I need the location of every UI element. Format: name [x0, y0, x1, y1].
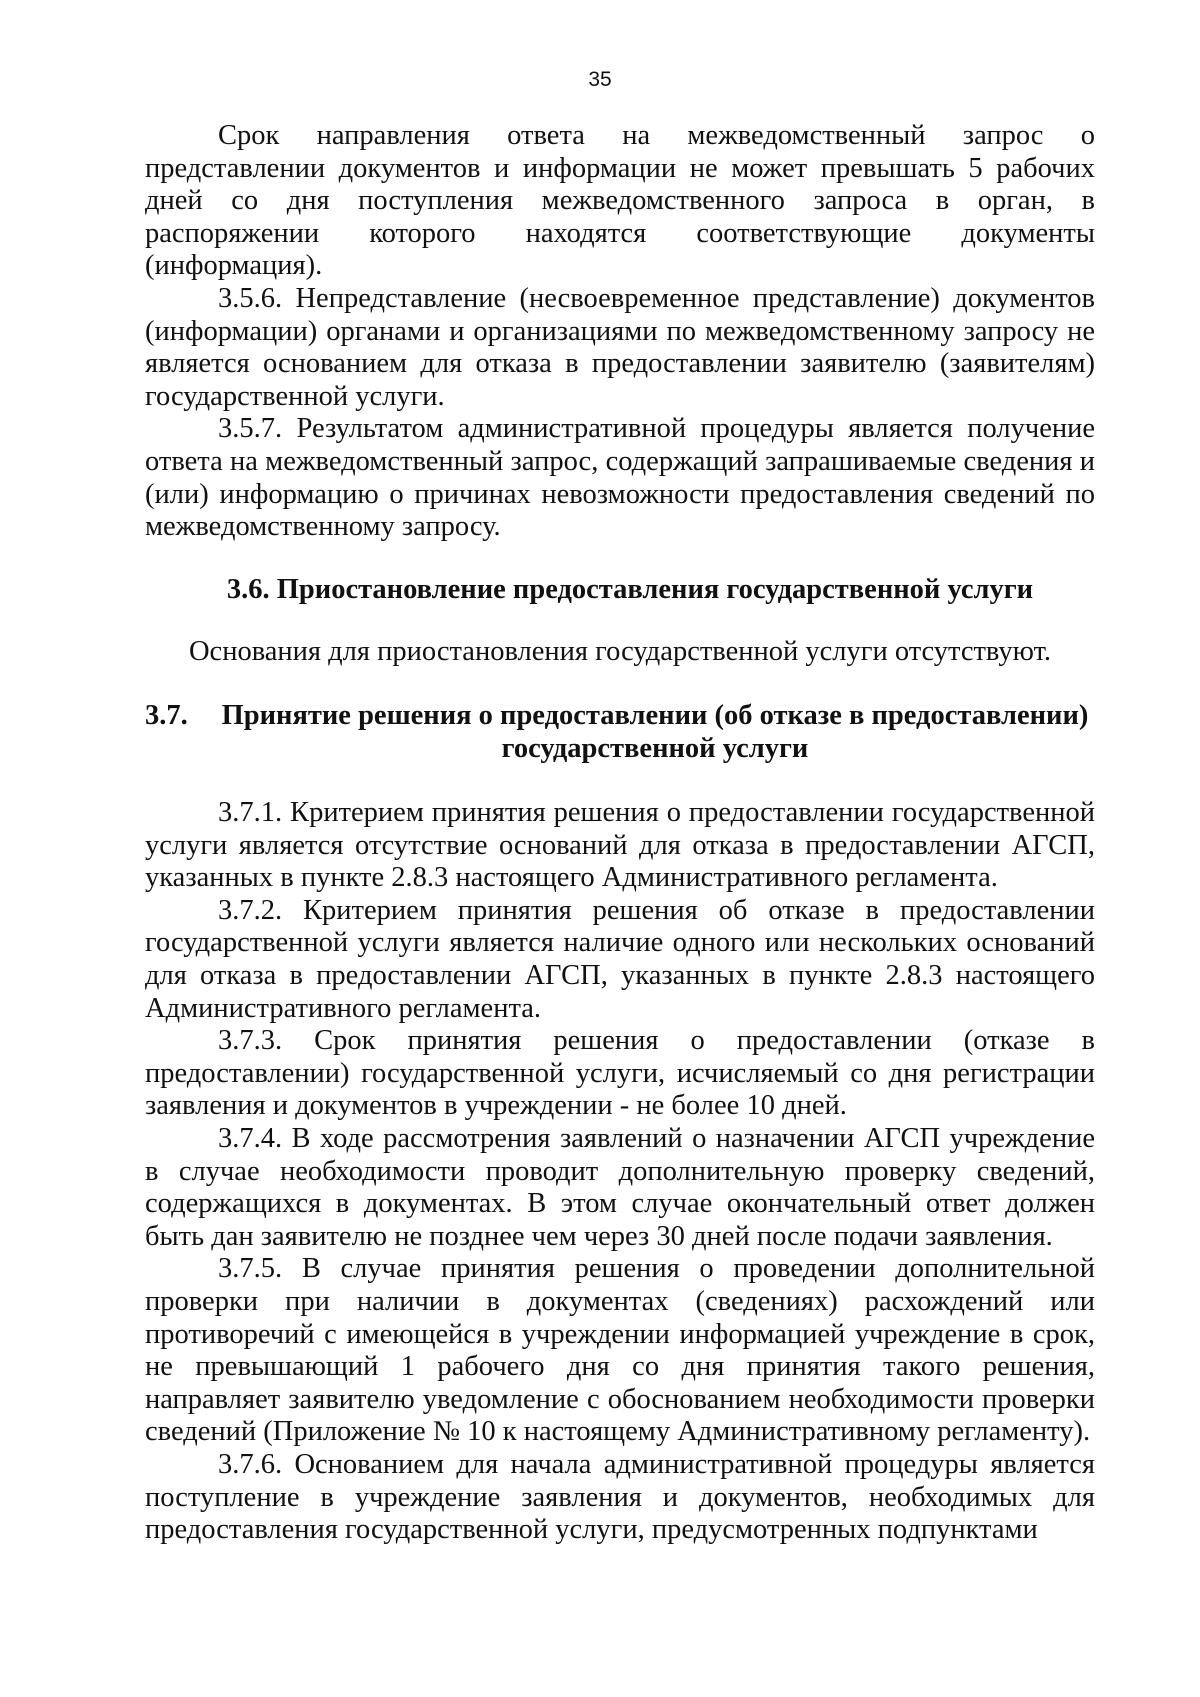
document-body — [145, 120, 1095, 1547]
section-title-3-7: Принятие решения о предоставлении (об отказе в предоставлении) государственной услуги — [221, 699, 1089, 764]
paragraph-3-7-6: 3.7.6. Основанием для начала административной процедуры является поступление в учреждение заявления и документов, необходимых для предоставления государственной услуги, предусмотренных подпунктами — [145, 1448, 1095, 1546]
section-heading-3-6: 3.6. Приостановление предоставления государственной услуги — [226, 573, 1034, 605]
paragraph-intro: Срок направления ответа на межведомственный запрос о представлении документов и информации не может превышать 5 рабочих дней со дня поступления межведомственного запроса в орган, в распоряжении которого находятся соответствующие документы (информация). — [145, 120, 1095, 282]
paragraph-3-7-1: 3.7.1. Критерием принятия решения о предоставлении государственной услуги является отсутствие оснований для отказа в предоставлении АГСП, указанных в пункте 2.8.3 настоящего Административного регламента. — [145, 797, 1095, 894]
paragraph-3-7-5: 3.7.5. В случае принятия решения о проведении дополнительной проверки при наличии в документах (сведениях) расхождений или противоречий с имеющейся в учреждении информацией учреждение в срок, не превышающий 1 рабочего дня со дня принятия такого решения, направляет заявителю уведомление с обоснованием необходимости проверки сведений (Приложение № 10 к настоящему Административному регламенту). — [145, 1253, 1095, 1448]
page-number: 35 — [588, 68, 612, 91]
section-heading-3-7 — [145, 700, 1095, 765]
paragraph-3-7-4: 3.7.4. В ходе рассмотрения заявлений о назначении АГСП учреждение в случае необходимости проводит дополнительную проверку сведений, содержащихся в документах. В этом случае окончательный ответ должен быть дан заявителю не позднее чем через 30 дней после подачи заявления. — [145, 1123, 1095, 1252]
section-3-6-text: Основания для приостановления государственной услуги отсутствуют. — [188, 636, 1052, 668]
paragraph-3-5-7: 3.5.7. Результатом административной процедуры является получение ответа на межведомственный запрос, содержащий запрашиваемые сведения и (или) информацию о причинах невозможности предоставления сведений по межведомственному запросу. — [145, 413, 1095, 543]
paragraph-3-7-3: 3.7.3. Срок принятия решения о предоставлении (отказе в предоставлении) государственной услуги, исчисляемый со дня регистрации заявления и документов в учреждении - не более 10 дней. — [145, 1025, 1095, 1122]
paragraph-3-5-6: 3.5.6. Непредставление (несвоевременное представление) документов (информации) органами и организациями по межведомственному запросу не является основанием для отказа в предоставлении заявителю (заявителям) государственной услуги. — [145, 282, 1095, 412]
paragraph-3-7-2: 3.7.2. Критерием принятия решения об отказе в предоставлении государственной услуги является наличие одного или нескольких оснований для отказа в предоставлении АГСП, указанных в пункте 2.8.3 настоящего Административного регламента. — [145, 894, 1095, 1024]
section-number-3-7: 3.7. — [145, 699, 188, 731]
